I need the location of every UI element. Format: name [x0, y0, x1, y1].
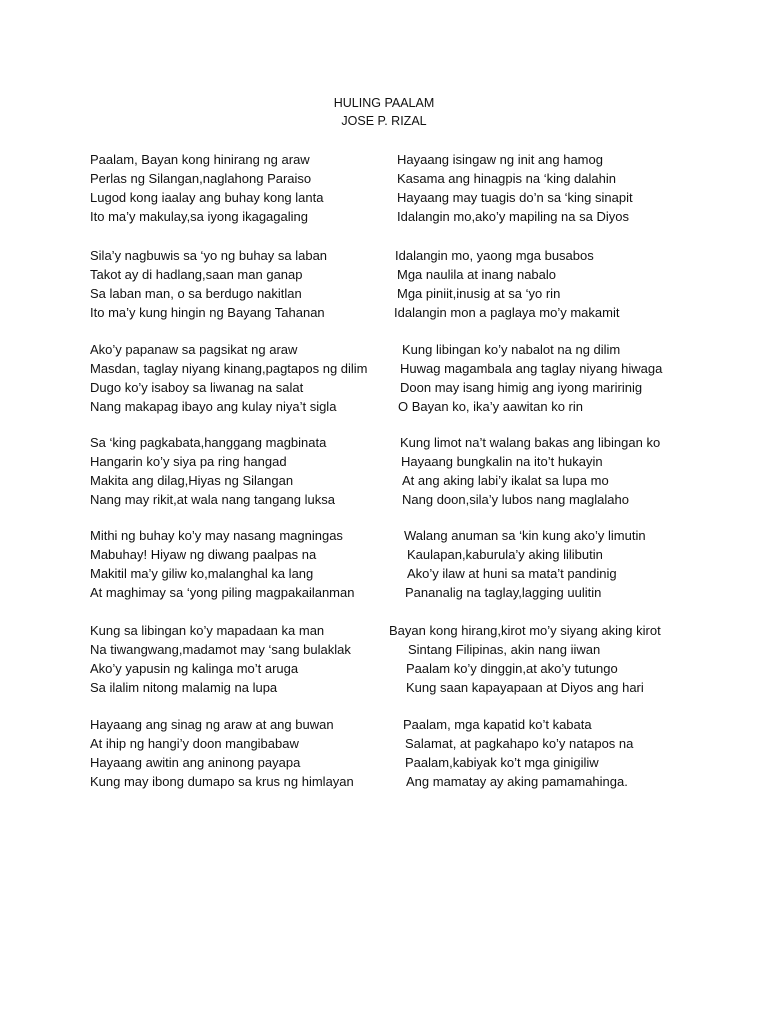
poem-line-right: Kasama ang hinagpis na ‘king dalahin [397, 171, 616, 186]
poem-line-left: Hayaang awitin ang aninong payapa [90, 755, 301, 770]
poem-line-left: Makita ang dilag,Hiyas ng Silangan [90, 473, 294, 488]
poem-line-right: At ang aking labi’y ikalat sa lupa mo [402, 473, 609, 488]
poem-line-left: Sa ‘king pagkabata,hanggang magbinata [90, 435, 327, 450]
poem-line-right: Nang doon,sila’y lubos nang maglalaho [402, 492, 629, 507]
poem-line-right: Kung limot na’t walang bakas ang libingan ko [400, 435, 661, 450]
poem-line-left: Perlas ng Silangan,naglahong Paraiso [90, 171, 312, 186]
poem-line-left: Makitil ma’y giliw ko,malanghal ka lang [90, 566, 314, 581]
poem-line-right: Ang mamatay ay aking pamamahinga. [406, 774, 628, 789]
poem-line-right: Mga piniit,inusig at sa ‘yo rin [397, 286, 561, 301]
poem-line-right: Idalangin mon a paglaya mo’y makamit [394, 305, 620, 320]
poem-line-right: Bayan kong hirang,kirot mo’y siyang aking kirot [389, 623, 661, 638]
poem-line-left: Na tiwangwang,madamot may ‘sang bulaklak [90, 642, 351, 657]
poem-line-left: Ako’y papanaw sa pagsikat ng araw [90, 342, 298, 357]
poem-line-right: Ako’y ilaw at huni sa mata’t pandinig [407, 566, 617, 581]
poem-line-left: Ito ma’y makulay,sa iyong ikagagaling [90, 209, 308, 224]
poem-line-left: Nang makapag ibayo ang kulay niya’t sigla [90, 399, 337, 414]
poem-line-left: Kung sa libingan ko’y mapadaan ka man [90, 623, 325, 638]
poem-line-right: Paalam,kabiyak ko’t mga ginigiliw [405, 755, 599, 770]
poem-line-right: Mga naulila at inang nabalo [397, 267, 557, 282]
poem-line-right: Paalam ko’y dinggin,at ako’y tutungo [406, 661, 618, 676]
poem-line-right: Idalangin mo,ako’y mapiling na sa Diyos [397, 209, 629, 224]
poem-line-right: Sintang Filipinas, akin nang iiwan [408, 642, 601, 657]
poem-line-left: Ako’y yapusin ng kalinga mo’t aruga [90, 661, 299, 676]
poem-line-left: Nang may rikit,at wala nang tangang luksa [90, 492, 335, 507]
poem-line-left: Mabuhay! Hiyaw ng diwang paalpas na [90, 547, 317, 562]
poem-line-right: Hayaang isingaw ng init ang hamog [397, 152, 603, 167]
poem-line-left: Ito ma’y kung hingin ng Bayang Tahanan [90, 305, 325, 320]
poem-line-right: Hayaang bungkalin na ito’t hukayin [401, 454, 603, 469]
poem-line-right: Kung saan kapayapaan at Diyos ang hari [406, 680, 644, 695]
poem-line-right: O Bayan ko, ika’y aawitan ko rin [398, 399, 583, 414]
poem-line-left: Sa ilalim nitong malamig na lupa [90, 680, 278, 695]
poem-line-right: Walang anuman sa ‘kin kung ako’y limutin [404, 528, 646, 543]
poem-author: JOSE P. RIZAL [341, 114, 427, 128]
poem-line-right: Paalam, mga kapatid ko’t kabata [403, 717, 592, 732]
poem-line-left: Masdan, taglay niyang kinang,pagtapos ng dilim [90, 361, 368, 376]
poem-line-right: Kaulapan,kaburula’y aking lilibutin [407, 547, 603, 562]
poem-line-left: Mithi ng buhay ko’y may nasang magningas [90, 528, 343, 543]
poem-line-left: Sa laban man, o sa berdugo nakitlan [90, 286, 302, 301]
poem-line-left: Sila’y nagbuwis sa ‘yo ng buhay sa laban [90, 248, 328, 263]
poem-line-left: Dugo ko’y isaboy sa liwanag na salat [90, 380, 304, 395]
poem-line-left: Hangarin ko’y siya pa ring hangad [90, 454, 287, 469]
poem-line-right: Pananalig na taglay,lagging uulitin [405, 585, 602, 600]
poem-line-right: Hayaang may tuagis do’n sa ‘king sinapit [397, 190, 633, 205]
poem-line-right: Doon may isang himig ang iyong maririnig [400, 380, 643, 395]
poem-line-right: Idalangin mo, yaong mga busabos [395, 248, 594, 263]
poem-header [0, 94, 768, 130]
poem-line-left: Paalam, Bayan kong hinirang ng araw [90, 152, 310, 167]
poem-line-right: Kung libingan ko’y nabalot na ng dilim [402, 342, 621, 357]
poem-line-left: Takot ay di hadlang,saan man ganap [90, 267, 303, 282]
poem-title: HULING PAALAM [333, 96, 435, 110]
poem-line-left: At ihip ng hangi’y doon mangibabaw [90, 736, 299, 751]
poem-line-right: Huwag magambala ang taglay niyang hiwaga [400, 361, 663, 376]
poem-line-left: At maghimay sa ‘yong piling magpakailanman [90, 585, 355, 600]
poem-line-left: Kung may ibong dumapo sa krus ng himlayan [90, 774, 354, 789]
poem-line-left: Lugod kong iaalay ang buhay kong lanta [90, 190, 324, 205]
poem-line-left: Hayaang ang sinag ng araw at ang buwan [90, 717, 334, 732]
poem-line-right: Salamat, at pagkahapo ko’y natapos na [405, 736, 634, 751]
